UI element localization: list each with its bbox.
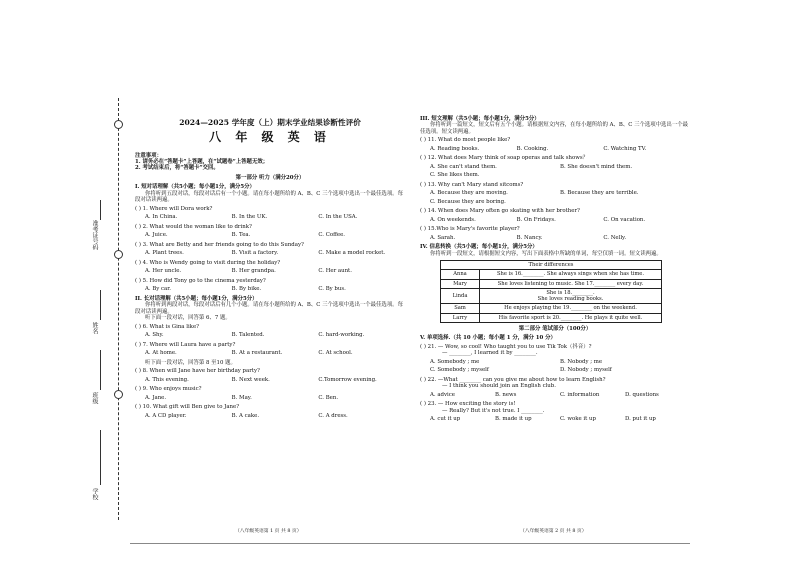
question-text: 22. —What ________ can you give me about how to learn English? bbox=[427, 376, 606, 383]
notice-line-2: 2. 考试结束后，将“答题卡”交回。 bbox=[135, 165, 219, 172]
question-text: 10. What gift will Ben give to Jane? bbox=[142, 404, 240, 411]
school-line bbox=[100, 430, 101, 485]
option: B. Cooking. bbox=[516, 145, 549, 152]
answer-paren: ( ) bbox=[135, 241, 141, 248]
section-3-instructions: 你将听到一篇短文，短文后有五个小题。请根据短文内容，在每小题所给的 A、B、C 三个选项中选出一个最佳选项。短文读两遍。 bbox=[420, 122, 688, 135]
options-row bbox=[145, 214, 405, 220]
section-2-instructions: 你将听到两段对话，每段对话后有几个小题。请在每小题所给的 A、B、C 三个选项中选出一个最佳选项。每段对话读两遍。 bbox=[135, 302, 403, 315]
section-2-sub-1: 听下面一段对话，回答第 6、7 题。 bbox=[145, 315, 231, 322]
question-text: 1. Where will Dora work? bbox=[142, 205, 213, 212]
bottom-rule-right bbox=[400, 543, 690, 544]
question-text: 2. What would the woman like to drink? bbox=[142, 223, 252, 230]
option: B. On Fridays. bbox=[516, 216, 556, 223]
table-detail-cell bbox=[480, 270, 662, 279]
table-detail-line: He enjoys playing the 19.________ on the weekend. bbox=[504, 305, 637, 312]
option: B. In the UK. bbox=[231, 214, 268, 221]
option: B. May. bbox=[231, 394, 252, 401]
part-one-heading: 第一部分 听力（满分20分） bbox=[235, 174, 305, 181]
answer-paren: ( ) bbox=[420, 401, 426, 408]
section-1-heading: I. 短对话理解（共5小题；每小题1分，满分5分） bbox=[135, 184, 255, 191]
table-detail-cell bbox=[480, 279, 662, 288]
question-text: 9. Who enjoys music? bbox=[142, 386, 202, 393]
option: C. information bbox=[560, 391, 600, 398]
exam-number-line bbox=[100, 200, 101, 220]
table-row bbox=[441, 313, 662, 322]
option: B. Nancy. bbox=[516, 234, 543, 241]
option: A. This evening. bbox=[145, 376, 189, 383]
name-line bbox=[100, 290, 101, 320]
options-row bbox=[430, 146, 690, 152]
notice-heading: 注意事项： bbox=[135, 152, 162, 159]
table-detail-line: She is 18.________. bbox=[546, 289, 595, 296]
option: B. Nobody ; me bbox=[560, 358, 603, 365]
question-text: 3. What are Betty and her friends going to do this Sunday? bbox=[142, 241, 304, 248]
section-2-questions-b bbox=[135, 368, 405, 419]
option: C. By bus. bbox=[318, 286, 346, 293]
options-row bbox=[430, 164, 690, 170]
question-text: 4. Who is Wendy going to visit during the holiday? bbox=[142, 259, 281, 266]
differences-table bbox=[440, 260, 662, 323]
question-text: 23. — How exciting the story is! bbox=[427, 401, 516, 408]
question-text: 11. What do most people like? bbox=[427, 137, 511, 144]
option: A. advice bbox=[430, 391, 455, 398]
table-row bbox=[441, 304, 662, 313]
notice-line-1: 1. 请务必在“答题卡”上答题，在“试题卷”上答题无效； bbox=[135, 158, 269, 165]
options-row bbox=[430, 217, 690, 223]
left-column bbox=[135, 118, 405, 422]
page-footer-2: （八年级英语第 2 页 共 8 页） bbox=[520, 529, 587, 534]
options-row bbox=[145, 232, 405, 238]
table-name-cell: Sam bbox=[441, 304, 480, 313]
options-row bbox=[145, 286, 405, 292]
right-column bbox=[420, 116, 690, 426]
question bbox=[135, 278, 405, 284]
table-detail-cell bbox=[480, 313, 662, 322]
question bbox=[135, 224, 405, 230]
option: B. By bike. bbox=[231, 286, 262, 293]
option: C. Nelly. bbox=[603, 234, 627, 241]
question bbox=[420, 208, 690, 214]
option: B. She doesn't mind them. bbox=[560, 163, 633, 170]
answer-paren: ( ) bbox=[135, 341, 141, 348]
options-row bbox=[145, 250, 405, 256]
table-name-cell: Larry bbox=[441, 313, 480, 322]
answer-paren: ( ) bbox=[420, 137, 426, 144]
answer-paren: ( ) bbox=[135, 259, 141, 266]
question-text: 14. When does Mary often go skating with her brother? bbox=[427, 208, 580, 215]
answer-paren: ( ) bbox=[420, 343, 426, 350]
option: D. questions bbox=[625, 391, 659, 398]
option: C. In the USA. bbox=[318, 214, 358, 221]
answer-paren: ( ) bbox=[420, 208, 426, 215]
question bbox=[135, 260, 405, 266]
option: B. A cake. bbox=[231, 412, 260, 419]
option: B. Because they are terrible. bbox=[560, 190, 639, 197]
option: D. Nobody ; myself bbox=[560, 367, 612, 374]
option: A. Sarah. bbox=[430, 234, 456, 241]
option: A. Her uncle. bbox=[145, 268, 182, 275]
option: C. At school. bbox=[318, 350, 353, 357]
options-row bbox=[145, 395, 405, 401]
option: B. Visit a factory. bbox=[231, 250, 279, 257]
answer-paren: ( ) bbox=[135, 386, 141, 393]
question bbox=[135, 368, 405, 374]
table-row bbox=[441, 279, 662, 288]
page-footer-1: （八年级英语第 1 页 共 8 页） bbox=[235, 529, 302, 534]
option: C. Make a model rocket. bbox=[318, 250, 386, 257]
answer-paren: ( ) bbox=[420, 226, 426, 233]
option: C. She likes them. bbox=[430, 172, 480, 179]
option: C.Tomorrow evening. bbox=[318, 376, 377, 383]
options-row bbox=[145, 377, 405, 383]
question bbox=[420, 155, 690, 161]
option: C. Because they are boring. bbox=[430, 198, 506, 205]
question-text: 12. What does Mary think of soap operas and talk shows？ bbox=[427, 155, 588, 162]
question bbox=[135, 242, 405, 248]
exam-title: 2024—2025 学年度（上）期末学业结果诊断性评价 bbox=[179, 118, 361, 127]
option: B. Next week. bbox=[231, 376, 270, 383]
option: A. By car. bbox=[145, 286, 171, 293]
option: C. Ben. bbox=[318, 394, 339, 401]
table-detail-line: She is 16.________. She always sings when she has time. bbox=[496, 271, 644, 278]
table-row bbox=[441, 270, 662, 279]
option: A. Juice. bbox=[145, 232, 168, 239]
section-1-questions bbox=[135, 206, 405, 293]
table-name-cell: Mary bbox=[441, 279, 480, 288]
question bbox=[135, 386, 405, 392]
options-row bbox=[430, 199, 690, 205]
question bbox=[420, 182, 690, 188]
question-text: 6. What is Gina like? bbox=[142, 323, 200, 330]
option: A. Somebody ; me bbox=[430, 358, 480, 365]
question-response: — Really? But it's not true. I ________. bbox=[442, 407, 545, 414]
options-row bbox=[145, 350, 405, 356]
table-detail-line: She loves listening to music. She 17.________ every day. bbox=[497, 280, 644, 287]
option: A. Plant trees. bbox=[145, 250, 184, 257]
option: A. On weekends. bbox=[430, 216, 476, 223]
option: C. woke it up bbox=[560, 416, 596, 423]
option: C. Her aunt. bbox=[318, 268, 352, 275]
section-2-questions-a bbox=[135, 324, 405, 357]
option: B. Her grandpa. bbox=[231, 268, 276, 275]
question bbox=[135, 324, 405, 330]
option: C. Coffee. bbox=[318, 232, 345, 239]
option: A. Because they are moving. bbox=[430, 190, 508, 197]
answer-paren: ( ) bbox=[135, 368, 141, 375]
answer-paren: ( ) bbox=[135, 404, 141, 411]
options-row bbox=[145, 332, 405, 338]
question bbox=[420, 137, 690, 143]
option: B. news bbox=[495, 391, 517, 398]
question bbox=[420, 226, 690, 232]
options-row bbox=[145, 268, 405, 274]
option: A. Jane. bbox=[145, 394, 167, 401]
table-detail-line: His favorite sport is 20.________. He plays it quite well. bbox=[498, 314, 643, 321]
option: A. She can't stand them. bbox=[430, 163, 497, 170]
section-2-heading: II. 长对话理解（共5小题；每小题1分，满分5分） bbox=[135, 295, 258, 302]
question-text: 7. Where will Laura have a party? bbox=[142, 341, 236, 348]
section-4-heading: IV. 信息转换（共5小题；每小题1分，满分5分） bbox=[420, 244, 538, 251]
name-label: 姓名 bbox=[91, 322, 98, 334]
binding-hole-3 bbox=[114, 390, 123, 399]
table-detail-line: She loves reading books. bbox=[537, 296, 604, 303]
options-row bbox=[430, 359, 690, 365]
option: C. Somebody ; myself bbox=[430, 367, 489, 374]
section-1-instructions: 你将听到五段对话，每段对话后有一个小题。请在每小题所给的 A、B、C 三个选项中选出一个最佳选项。每段对话读两遍。 bbox=[135, 190, 403, 204]
option: A. Reading books. bbox=[430, 145, 480, 152]
table-detail-cell bbox=[480, 288, 662, 303]
binding-hole-2 bbox=[114, 250, 123, 259]
options-row bbox=[145, 413, 405, 419]
question-text: 15.Who is Mary's favorite player? bbox=[427, 226, 520, 233]
answer-paren: ( ) bbox=[135, 205, 141, 212]
answer-paren: ( ) bbox=[135, 323, 141, 330]
table-name-cell: Anna bbox=[441, 270, 480, 279]
section-5-heading: V. 单项选择.（共 10 小题；每小题 1 分，满分 10 分） bbox=[420, 335, 556, 342]
binding-hole-1 bbox=[114, 120, 123, 129]
option: B. Tea. bbox=[231, 232, 251, 239]
option: A. A CD player. bbox=[145, 412, 187, 419]
binding-dashed-line bbox=[118, 98, 119, 520]
bottom-rule-left bbox=[130, 543, 400, 544]
class-line bbox=[100, 350, 101, 390]
section-2-sub-2: 听下面一段对话，回答第 8 至10 题。 bbox=[145, 359, 236, 366]
class-label: 班级 bbox=[91, 392, 98, 404]
option: A. At home. bbox=[145, 350, 177, 357]
question-text: 8. When will Jane have her birthday party? bbox=[142, 368, 260, 375]
question-text: 21. — Wow, so cool! Who taught you to use Tik Tok（抖音）? bbox=[427, 343, 592, 350]
options-row bbox=[430, 416, 690, 422]
option: D. put it up bbox=[625, 416, 656, 423]
option: B. At a restaurant. bbox=[231, 350, 283, 357]
options-row bbox=[430, 190, 690, 196]
question bbox=[135, 206, 405, 212]
school-label: 学校 bbox=[91, 488, 98, 500]
question-text: 13. Why can't Mary stand sitcoms? bbox=[427, 181, 524, 188]
option: A. Shy. bbox=[145, 332, 164, 339]
option: B. Talented. bbox=[231, 332, 265, 339]
question bbox=[135, 342, 405, 348]
part-two-heading: 第二部分 笔试部分（100分） bbox=[518, 325, 592, 332]
table-row bbox=[441, 288, 662, 303]
options-row bbox=[430, 392, 690, 398]
binding-margin bbox=[0, 90, 130, 530]
exam-number-label: 准考证号码 bbox=[91, 220, 98, 250]
option: C. On vacation. bbox=[603, 216, 646, 223]
options-row bbox=[430, 172, 690, 178]
question bbox=[135, 404, 405, 410]
option: A. cut it up bbox=[430, 416, 461, 423]
options-row bbox=[430, 235, 690, 241]
answer-paren: ( ) bbox=[420, 376, 426, 383]
table-detail-cell bbox=[480, 304, 662, 313]
section-3-questions bbox=[420, 137, 690, 241]
option: A. In China. bbox=[145, 214, 178, 221]
question-response: — ________, I learned it by ________. bbox=[442, 350, 538, 357]
section-4-instructions: 你将听到一段短文，请根据短文内容，写出下面表格中所缺的单词，每空仅填一词。短文读两遍。 bbox=[430, 250, 662, 257]
option: B. made it up bbox=[495, 416, 532, 423]
option: C. A dress. bbox=[318, 412, 348, 419]
option: C. Watching TV. bbox=[603, 145, 647, 152]
question-response: — I think you should join an English club. bbox=[442, 383, 556, 390]
option: C. hard-working. bbox=[318, 332, 365, 339]
answer-paren: ( ) bbox=[420, 181, 426, 188]
table-name-cell: Linda bbox=[441, 288, 480, 303]
section-3-heading: III. 短文理解（共5小题；每小题1分，满分5分） bbox=[420, 116, 540, 122]
section-5-questions bbox=[420, 344, 690, 423]
subject-title: 八 年 级 英 语 bbox=[209, 130, 331, 145]
question-text: 5. How did Tony go to the cinema yesterday? bbox=[142, 277, 266, 284]
table-header: Their differences bbox=[441, 261, 662, 270]
answer-paren: ( ) bbox=[420, 155, 426, 162]
options-row bbox=[430, 367, 690, 373]
answer-paren: ( ) bbox=[135, 277, 141, 284]
answer-paren: ( ) bbox=[135, 223, 141, 230]
